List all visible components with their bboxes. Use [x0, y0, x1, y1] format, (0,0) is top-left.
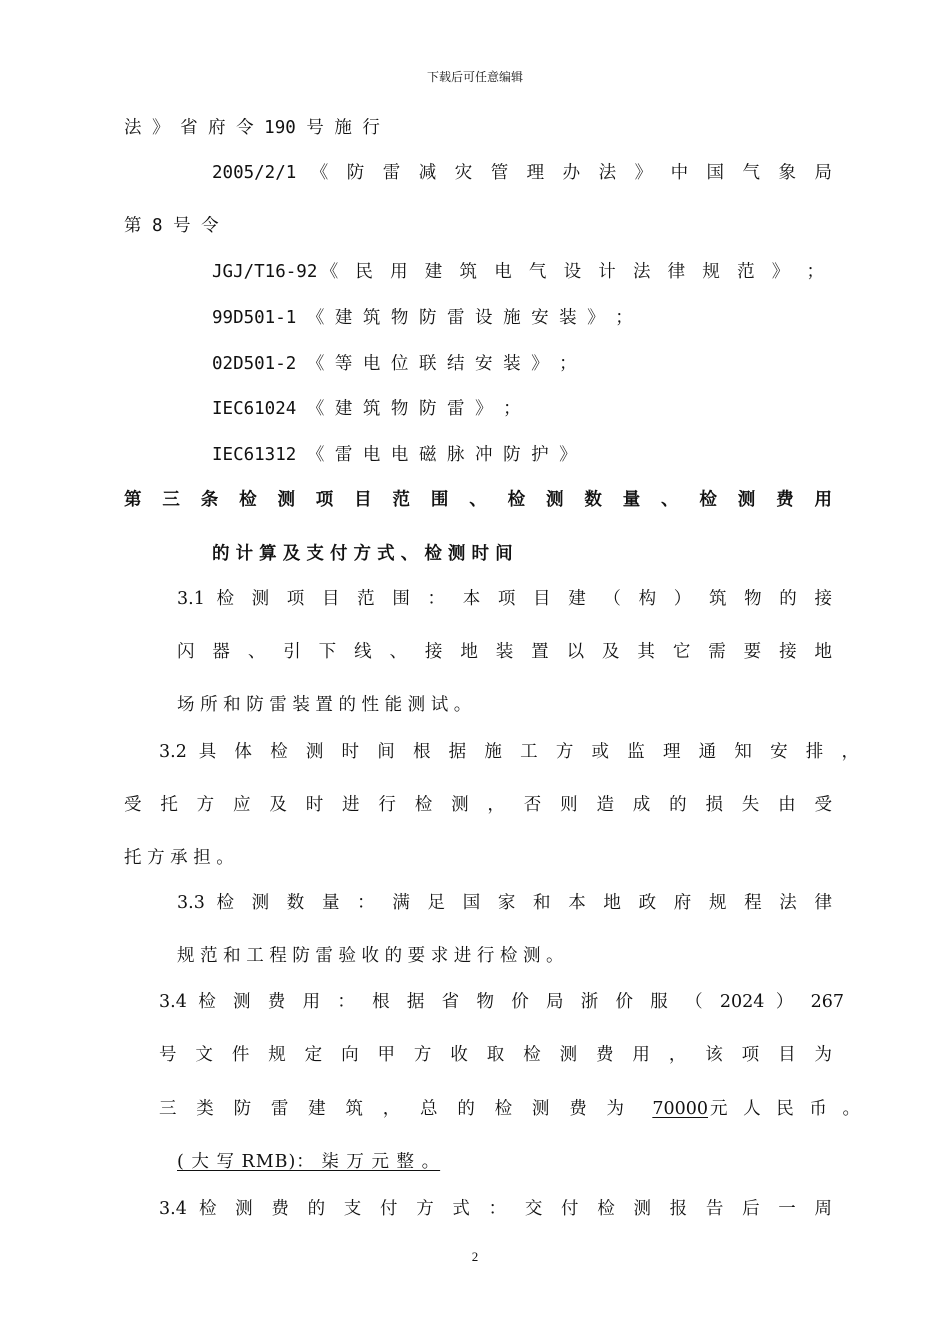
- text-line: 场 所 和 防 雷 装 置 的 性 能 测 试 。: [177, 695, 472, 715]
- text-line: 法 》 省 府 令 190 号 施 行: [124, 118, 380, 138]
- text-line: 元 人 民 币 。: [710, 1099, 860, 1119]
- section-heading: 的 计 算 及 支 付 方 式 、 检 测 时 间: [212, 544, 513, 564]
- text-line: 3.4 检 测 费 用 ： 根 据 省 物 价 局 浙 价 服 （ 2024 ） 267: [159, 992, 844, 1012]
- text-line: 托 方 承 担 。: [124, 848, 234, 868]
- fee-amount: 70000: [652, 1099, 708, 1119]
- text-line: IEC61312 《 雷 电 电 磁 脉 冲 防 护 》: [212, 445, 577, 465]
- page-header: 下载后可任意编辑: [426, 70, 523, 84]
- text-line: 02D501-2 《 等 电 位 联 结 安 装 》 ；: [212, 354, 577, 374]
- section-heading: 第 三 条 检 测 项 目 范 围 、 检 测 数 量 、 检 测 费 用: [124, 490, 832, 510]
- text-line: 第 8 号 令: [124, 216, 219, 236]
- text-line: 三 类 防 雷 建 筑 ， 总 的 检 测 费 为: [159, 1099, 624, 1119]
- text-line: 受 托 方 应 及 时 进 行 检 测 ， 否 则 造 成 的 损 失 由 受: [124, 795, 832, 815]
- text-line: 2005/2/1 《 防 雷 减 灾 管 理 办 法 》 中 国 气 象 局: [212, 163, 832, 183]
- text-line: 3.1 检 测 项 目 范 围 ： 本 项 目 建 （ 构 ） 筑 物 的 接: [177, 589, 832, 609]
- text-line: IEC61024 《 建 筑 物 防 雷 》 ；: [212, 399, 521, 419]
- text-line: 3.3 检 测 数 量 ： 满 足 国 家 和 本 地 政 府 规 程 法 律: [177, 893, 832, 913]
- text-line: 99D501-1 《 建 筑 物 防 雷 设 施 安 装 》 ；: [212, 308, 633, 328]
- fee-amount-uppercase: ( 大 写 RMB)： 柒 万 元 整 。: [177, 1152, 441, 1172]
- page-number: 2: [471, 1249, 479, 1264]
- text-line: 3.4 检 测 费 的 支 付 方 式 ： 交 付 检 测 报 告 后 一 周: [159, 1199, 832, 1219]
- text-line: 规 范 和 工 程 防 雷 验 收 的 要 求 进 行 检 测 。: [177, 946, 564, 966]
- text-line: 3.2 具 体 检 测 时 间 根 据 施 工 方 或 监 理 通 知 安 排 ，: [159, 742, 859, 762]
- text-line: 闪 器 、 引 下 线 、 接 地 装 置 以 及 其 它 需 要 接 地: [177, 642, 832, 662]
- text-line: 号 文 件 规 定 向 甲 方 收 取 检 测 费 用 ， 该 项 目 为: [159, 1045, 832, 1065]
- text-line: JGJ/T16-92《 民 用 建 筑 电 气 设 计 法 律 规 范 》 ；: [212, 262, 824, 282]
